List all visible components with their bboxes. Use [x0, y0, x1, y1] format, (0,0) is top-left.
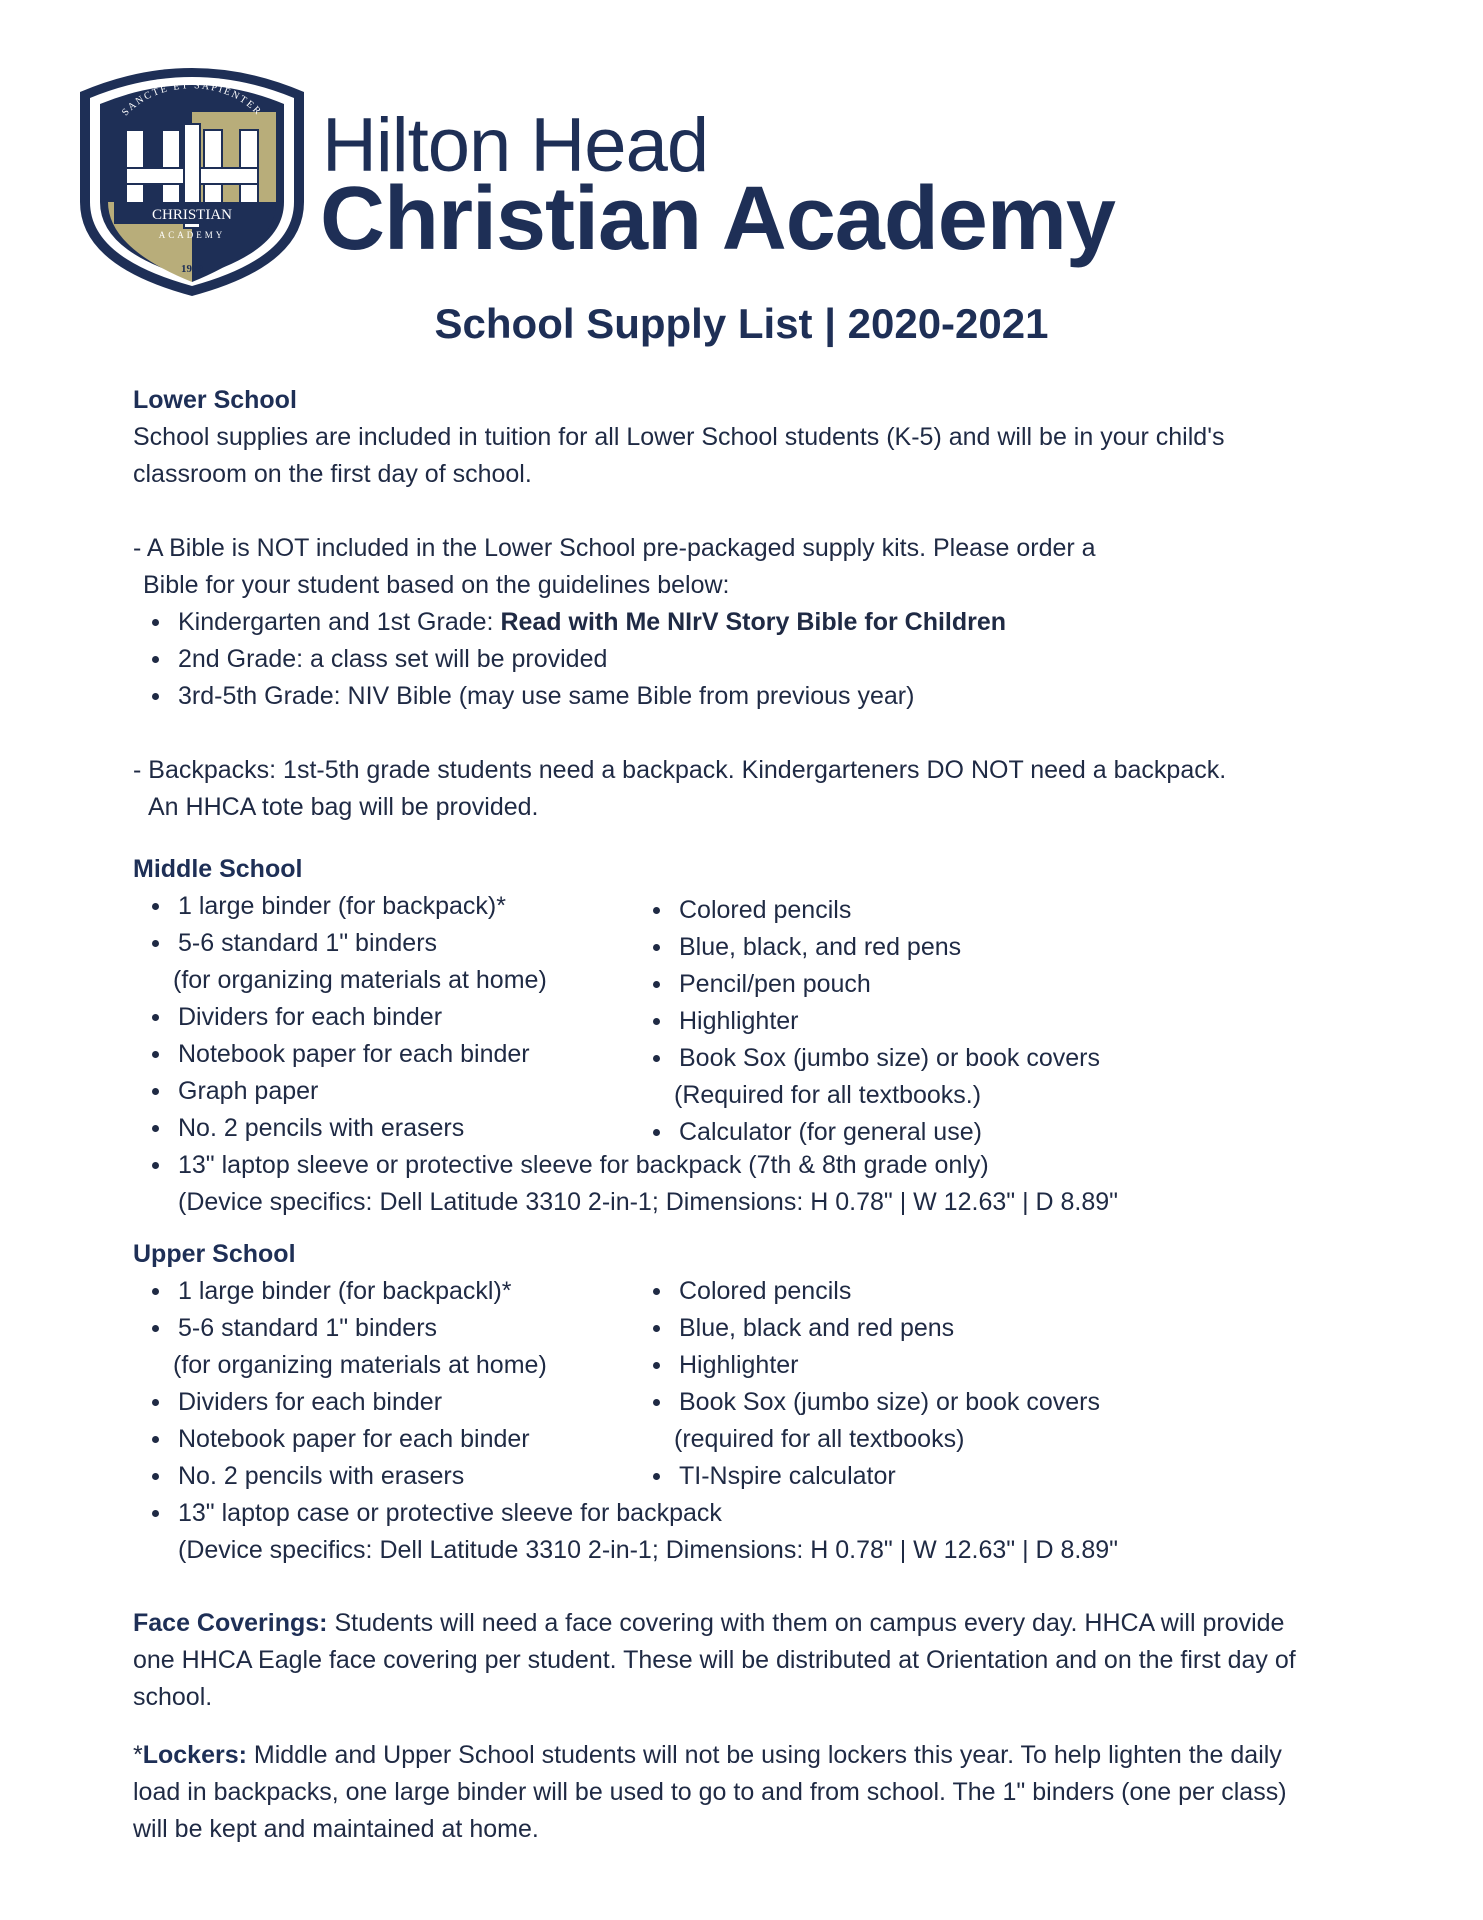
list-item: 2nd Grade: a class set will be provided	[133, 641, 1226, 678]
middle-school-list-left	[133, 888, 547, 1147]
upper-school-list-left	[133, 1273, 547, 1495]
list-item-continuation: (for organizing materials at home)	[173, 1351, 547, 1379]
crest-subtext: ACADEMY	[158, 230, 226, 240]
list-item: 13" laptop sleeve or protective sleeve for backpack (7th & 8th grade only)	[133, 1147, 1118, 1184]
upper-school-heading: Upper School	[133, 1240, 296, 1268]
lockers-note: *Lockers: Middle and Upper School students will not be using lockers this year. To help lighten the daily load in backpacks, one large binder will be used to go to and from school. The 1" binders (one per class) will be kept and maintained at home.	[133, 1737, 1287, 1848]
school-crest-logo	[74, 52, 310, 298]
list-item: Highlighter	[634, 1347, 1100, 1384]
face-coverings-line2: one HHCA Eagle face covering per student. These will be distributed at Orientation and on the first day of	[133, 1646, 1296, 1674]
list-item: 1 large binder (for backpackl)*	[133, 1273, 547, 1310]
lockers-line2: load in backpacks, one large binder will be used to go to and from school. The 1" binders (one per class)	[133, 1778, 1287, 1806]
list-item: Highlighter	[634, 1003, 1100, 1040]
list-item: 13" laptop case or protective sleeve for backpack	[133, 1495, 1118, 1532]
list-item: Notebook paper for each binder	[133, 1036, 547, 1073]
list-item: Book Sox (jumbo size) or book covers	[634, 1040, 1100, 1077]
list-item: Colored pencils	[634, 892, 1100, 929]
backpack-note-line1: - Backpacks: 1st-5th grade students need a backpack. Kindergarteners DO NOT need a backpack.	[133, 756, 1227, 784]
list-item-continuation: (for organizing materials at home)	[173, 966, 547, 994]
lockers-line3: will be kept and maintained at home.	[133, 1815, 539, 1843]
page-title: School Supply List | 2020-2021	[434, 300, 1049, 347]
backpack-note-line2: An HHCA tote bag will be provided.	[148, 793, 539, 821]
list-item: Blue, black, and red pens	[634, 929, 1100, 966]
crest-banner-text: CHRISTIAN	[151, 207, 233, 223]
list-item-continuation: (Device specifics: Dell Latitude 3310 2-in-1; Dimensions: H 0.78" | W 12.63" | D 8.89"	[178, 1188, 1119, 1216]
school-name-line2: Christian Academy	[320, 169, 1115, 269]
middle-school-heading: Middle School	[133, 855, 303, 883]
list-item: Book Sox (jumbo size) or book covers	[634, 1384, 1100, 1421]
crest-year: 1979	[181, 263, 203, 275]
list-item: Dividers for each binder	[133, 999, 547, 1036]
crest-motto: SANCTE ET SAPIENTER	[119, 80, 265, 119]
lockers-label: Lockers:	[142, 1741, 247, 1769]
face-coverings-line3: school.	[133, 1683, 213, 1711]
list-item: Calculator (for general use)	[634, 1114, 1100, 1151]
upper-school-laptop	[133, 1495, 1118, 1569]
list-item: 5-6 standard 1" binders	[133, 1310, 547, 1347]
list-item: TI-Nspire calculator	[634, 1458, 1100, 1495]
bible-note-line2: Bible for your student based on the guidelines below:	[143, 571, 730, 599]
list-item: Graph paper	[133, 1073, 547, 1110]
list-item: Kindergarten and 1st Grade: Read with Me NIrV Story Bible for Children	[133, 604, 1226, 641]
list-item-continuation: (Required for all textbooks.)	[674, 1081, 982, 1109]
list-item: Dividers for each binder	[133, 1384, 547, 1421]
school-name-line1: Hilton Head	[322, 103, 709, 188]
upper-school-list-right	[634, 1273, 1100, 1495]
bible-guidelines-list	[133, 604, 1226, 715]
lower-school-section	[133, 382, 1226, 826]
list-item-continuation: (Device specifics: Dell Latitude 3310 2-in-1; Dimensions: H 0.78" | W 12.63" | D 8.89"	[178, 1536, 1119, 1564]
face-coverings-label: Face Coverings:	[133, 1609, 328, 1637]
lower-school-intro-line2: classroom on the first day of school.	[133, 460, 532, 488]
face-coverings-note: Face Coverings: Students will need a face covering with them on campus every day. HHCA will provide one HHCA Eagle face covering per student. These will be distributed at Orientation and on the first day of school.	[133, 1605, 1296, 1716]
middle-school-list-right	[634, 892, 1100, 1151]
list-item-continuation: (required for all textbooks)	[674, 1425, 965, 1453]
bible-note-line1: - A Bible is NOT included in the Lower School pre-packaged supply kits. Please order a	[133, 534, 1096, 562]
list-item: 1 large binder (for backpack)*	[133, 888, 547, 925]
list-item: Blue, black and red pens	[634, 1310, 1100, 1347]
list-item: 3rd-5th Grade: NIV Bible (may use same Bible from previous year)	[133, 678, 1226, 715]
lower-school-heading: Lower School	[133, 386, 297, 414]
list-item: No. 2 pencils with erasers	[133, 1458, 547, 1495]
lower-school-intro-line1: School supplies are included in tuition for all Lower School students (K-5) and will be in your child's	[133, 423, 1225, 451]
list-item: No. 2 pencils with erasers	[133, 1110, 547, 1147]
list-item: Colored pencils	[634, 1273, 1100, 1310]
list-item: Pencil/pen pouch	[634, 966, 1100, 1003]
middle-school-laptop	[133, 1147, 1118, 1221]
list-item: 5-6 standard 1" binders	[133, 925, 547, 962]
list-item: Notebook paper for each binder	[133, 1421, 547, 1458]
